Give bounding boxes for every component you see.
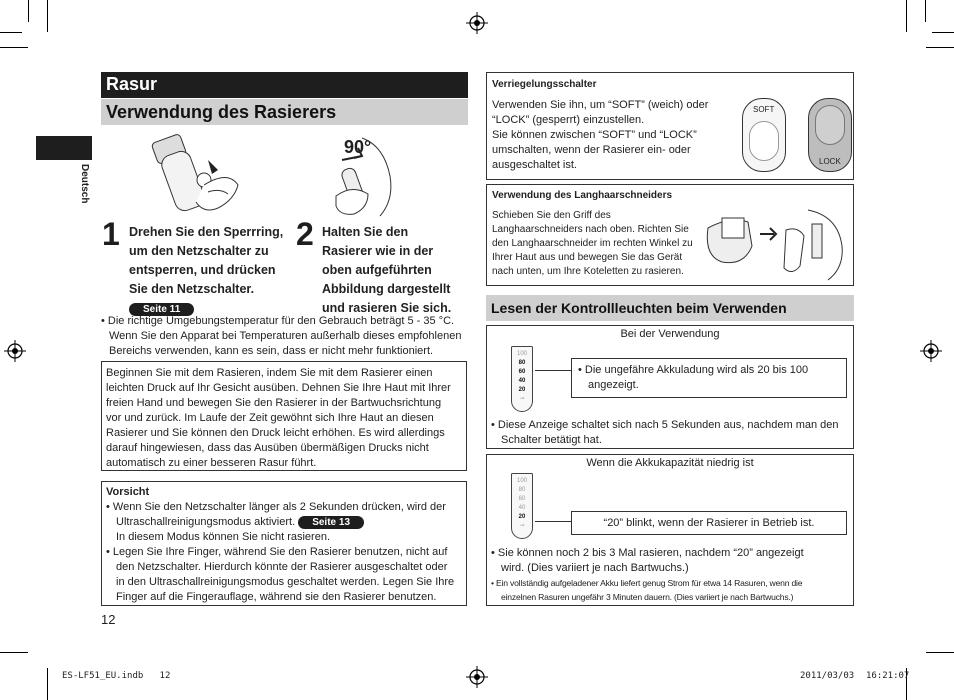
battery-plug-icon: ⊸ (519, 396, 525, 402)
battery-gauge: 100 80 60 40 20 ⊸ (511, 473, 533, 539)
side-tab-marker (36, 136, 92, 160)
page-ref-badge[interactable]: Seite 13 (298, 516, 364, 529)
footer-file: ES-LF51_EU.indb 12 (62, 671, 171, 681)
caution-box: Vorsicht • Wenn Sie den Netzschalter länger als 2 Sekunden drücken, wird der Ultraschallreinigungsmodus aktiviert. Seite 13 In diesem Modus können Sie nicht rasieren. • Legen Sie Ihre Finger, während Sie den Rasierer benutzen, nicht auf den Netzschalter. Hierdurch könnte der Rasierer ausgeschaltet oder in den Ultraschallreinigungsmodus geschaltet werden. Legen Sie Ihre Finger auf die Fingerauflage, während sie den Rasierer benutzen. (101, 481, 467, 606)
during-use-callout: • Die ungefähre Akkuladung wird als 20 bis 100 angezeigt. (571, 358, 847, 398)
during-use-box: Bei der Verwendung 100 80 60 40 20 ⊸ • Die ungefähre Akkuladung wird als 20 bis 100 angezeigt. • Diese Anzeige schaltet sich nach 5 Sekunden aus, nachdem man den Schalter betätigt hat. (486, 325, 854, 449)
crop-mark (932, 32, 954, 33)
lock-switch-box: Verriegelungsschalter Verwenden Sie ihn, um “SOFT” (weich) oder “LOCK” (gesperrt) einzustellen. Sie können zwischen “SOFT” und “LOCK” umschalten, wenn der Rasierer ein- oder ausgeschaltet ist. (486, 72, 854, 180)
footer-time: 16:21:07 (866, 671, 910, 681)
registration-mark-icon (466, 12, 488, 34)
angle-label: 90° (344, 137, 372, 157)
crop-mark (926, 47, 954, 48)
side-tab-label: Deutsch (79, 164, 90, 204)
crop-mark (0, 47, 28, 48)
crop-mark (906, 0, 907, 32)
trimmer-title: Verwendung des Langhaarschneiders (492, 190, 673, 201)
crop-mark (926, 652, 954, 653)
battery-gauge: 100 80 60 40 20 ⊸ (511, 346, 533, 412)
step-number-2: 2 (296, 216, 314, 252)
step-1-text: Drehen Sie den Sperrring, um den Netzschalter zu entsperren, und drücken Sie den Netzschalter. (129, 225, 284, 296)
page-ref-badge[interactable]: Seite 11 (129, 299, 194, 317)
temperature-note: • Die richtige Umgebungstemperatur für den Gebrauch beträgt 5 - 35 °C. Wenn Sie den Apparat bei Temperaturen außerhalb dieses empfohlenen Bereichs verwenden, kann es sein, dass er nicht mehr funktioniert. (101, 315, 462, 357)
subsection-title: Verwendung des Rasierers (101, 99, 468, 125)
section-title: Rasur (101, 72, 468, 98)
step-number-1: 1 (102, 216, 120, 252)
page-number: 12 (101, 612, 116, 627)
crop-mark (47, 0, 48, 32)
footer-date: 2011/03/03 (800, 671, 855, 681)
registration-mark-icon (4, 340, 26, 362)
crop-mark (0, 652, 28, 653)
caution-title: Vorsicht (106, 486, 150, 498)
trimmer-box: Verwendung des Langhaarschneiders Schieben Sie den Griff des Langhaarschneiders nach oben. Richten Sie den Langhaarschneider im rechten Winkel zu Ihrer Haut aus und bewegen Sie das Gerät nach unten, um Ihre Koteletten zu rasieren. (486, 184, 854, 286)
step-2-text: Halten Sie den Rasierer wie in der oben aufgeführten Abbildung dargestellt und rasieren Sie sich. (322, 225, 452, 315)
crop-mark (47, 668, 48, 700)
low-battery-callout: “20” blinkt, wenn der Rasierer in Betrieb ist. (571, 511, 847, 535)
crop-mark (28, 0, 29, 22)
during-use-note: • Diese Anzeige schaltet sich nach 5 Sekunden aus, nachdem man den Schalter betätigt hat. (491, 419, 839, 446)
registration-mark-icon (466, 666, 488, 688)
battery-plug-icon: ⊸ (519, 523, 525, 529)
low-battery-small-note: • Ein vollständig aufgeladener Akku liefert genug Strom für etwa 14 Rasuren, wenn die einzelnen Rasuren ungefähr 3 Minuten dauern. (Dies variiert je nach Bartwuchs.) (491, 578, 803, 602)
registration-mark-icon (920, 340, 942, 362)
low-battery-box: Wenn die Akkukapazität niedrig ist 100 80 60 40 20 ⊸ “20” blinkt, wenn der Rasierer in Betrieb ist. • Sie können noch 2 bis 3 Mal rasieren, nachdem “20” angezeigt wird. (Dies variiert je nach Bartwuchs.) • Ein vollständig aufgeladener Akku liefert genug Strom für etwa 14 Rasuren, wenn die einzelnen Rasuren ungefähr 3 Minuten dauern. (Dies variiert je nach Bartwuchs.) (486, 454, 854, 606)
shaving-tips-box: Beginnen Sie mit dem Rasieren, indem Sie mit dem Rasierer einen leichten Druck auf Ihr Gesicht ausüben. Dehnen Sie Ihre Haut mit Ihrer freien Hand und bewegen Sie den Rasierer in der Bartwuchsrichtung vor und zurück. Im Laufe der Zeit gewöhnt sich Ihre Haut an diesen Rasierer und Sie können den Druck leicht erhöhen. Es wird allerdings darauf hingewiesen, dass das Ausüben übermäßigen Drucks nicht automatisch zu einer besseren Rasur führt. (101, 361, 467, 471)
trimmer-illustration (700, 206, 850, 282)
crop-mark (925, 0, 926, 22)
crop-mark (0, 32, 22, 33)
lock-switch-title: Verriegelungsschalter (492, 79, 597, 90)
indicator-section-title: Lesen der Kontrollleuchten beim Verwenden (486, 295, 854, 321)
soft-switch-illustration: SOFT (742, 98, 786, 172)
lock-switch-illustration: LOCK (808, 98, 852, 172)
shaver-unlock-illustration (148, 130, 244, 220)
low-battery-note: • Sie können noch 2 bis 3 Mal rasieren, nachdem “20” angezeigt wird. (Dies variiert je nach Bartwuchs.) (491, 547, 804, 574)
